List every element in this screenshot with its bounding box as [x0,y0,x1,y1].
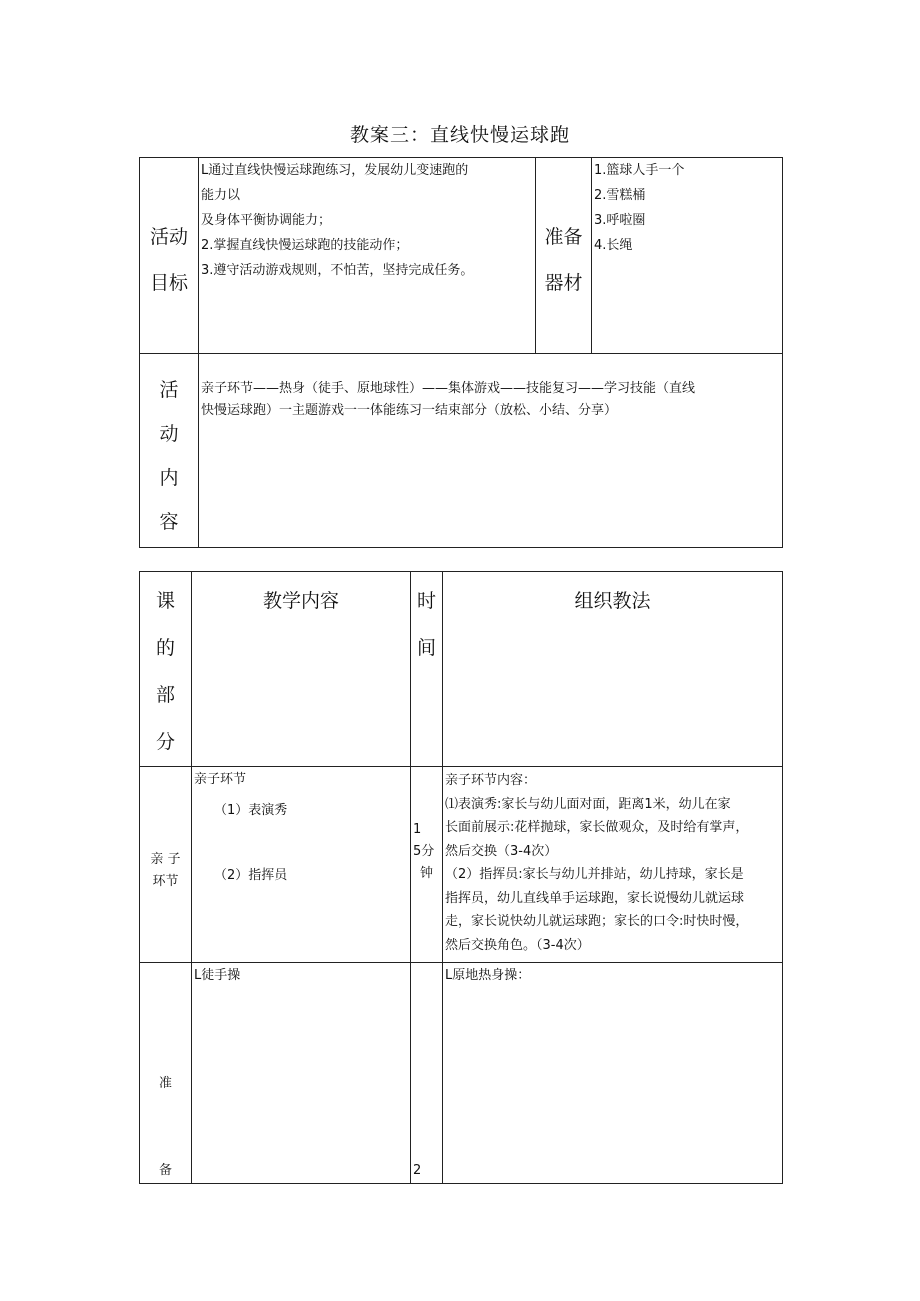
row-time-cell [411,963,443,1184]
row-method-line: ⑴表演秀:家长与幼儿面对面，距离1米，幼儿在家 [445,796,731,812]
header-content-label: 教学内容 [262,590,339,612]
materials-label-line: 准备 [544,225,583,248]
header-part-line: 课 [155,590,175,612]
header-time-line: 时 [416,590,436,612]
page-title: 教案三：直线快慢运球跑 [349,124,570,146]
row-content-line: 亲子环节 [194,772,247,787]
goal-label-cell [140,158,199,354]
row-time-line: 钟 [419,866,433,881]
row-method-line: 指挥员，幼儿直线单手运球跑，家长说慢幼儿就运球 [445,890,745,906]
table-row [140,963,783,1184]
header-content-cell [192,572,411,767]
row-method-cell [443,963,783,1184]
goal-line: 及身体平衡协调能力； [201,213,332,228]
goal-label-line: 活动 [149,225,188,248]
lesson-sections-table [139,571,783,1184]
goal-label-line: 目标 [149,271,188,294]
row-part-cell [140,963,192,1184]
activity-content-line: 亲子环节——热身（徒手、原地球性）——集体游戏——技能复习——学习技能（直线 [201,381,696,396]
content-label-line: 内 [159,467,179,489]
table-row [140,767,783,963]
row-time-line: 2 [413,1163,422,1178]
goal-line: 2.掌握直线快慢运球跑的技能动作； [201,238,409,253]
activity-info-table [139,157,783,548]
row-part-line: 备 [158,1163,172,1178]
row-time-line: 5分 [413,844,435,859]
header-method-label: 组织教法 [574,590,651,612]
header-method-cell [443,572,783,767]
row-time-cell [411,767,443,963]
header-time-line: 间 [416,637,436,659]
row-time-line: 1 [413,822,422,837]
materials-content-cell [592,158,783,354]
header-part-line: 的 [155,637,175,659]
activity-content-line: 快慢运球跑）一主题游戏一一体能练习一结束部分（放松、小结、分享） [201,403,618,418]
goal-content-cell [199,158,536,354]
activity-content-cell [199,354,783,548]
row-part-line: 准 [158,1076,172,1091]
header-time-cell [411,572,443,767]
goal-line: L通过直线快慢运球跑练习，发展幼儿变速跑的 [201,163,469,178]
materials-label-cell [536,158,592,354]
table-header-row [140,572,783,767]
header-part-cell [140,572,192,767]
materials-item: 1.篮球人手一个 [594,163,685,178]
header-part-line: 部 [155,684,175,706]
content-label-cell [140,354,199,548]
content-label-line: 活 [159,379,179,401]
row-method-cell [443,767,783,963]
materials-item: 2.雪糕桶 [594,188,646,203]
row-content-cell [192,767,411,963]
header-part-line: 分 [155,731,175,753]
materials-item: 3.呼啦圈 [594,213,646,228]
row-part-cell [140,767,192,963]
row-content-cell [192,963,411,1184]
materials-label-line: 器材 [544,271,583,294]
row-method-line: L原地热身操： [445,968,531,983]
row-part-line: 亲 子 [150,851,181,867]
row-method-line: 然后交换（3-4次） [445,843,558,859]
materials-item: 4.长绳 [594,238,633,253]
row-method-line: 走，家长说快幼儿就运球跑；家长的口令:时快时慢， [445,914,749,929]
content-label-line: 容 [159,511,179,533]
goal-line: 能力以 [201,188,241,203]
row-part-line: 环节 [152,873,179,889]
row-method-line: （2）指挥员:家长与幼儿并排站，幼儿持球，家长是 [445,867,744,882]
row-method-line: 亲子环节内容： [445,773,537,788]
row-content-line: L徒手操 [194,968,241,983]
row-method-line: 然后交换角色。（3-4次） [445,937,590,953]
goal-line: 3.遵守活动游戏规则，不怕苦，坚持完成任务。 [201,263,474,278]
row-content-line: （1）表演秀 [214,803,288,818]
row-method-line: 长面前展示:花样抛球，家长做观众，及时给有掌声， [445,820,749,835]
row-content-line: （2）指挥员 [214,868,288,883]
content-label-line: 动 [159,423,179,445]
